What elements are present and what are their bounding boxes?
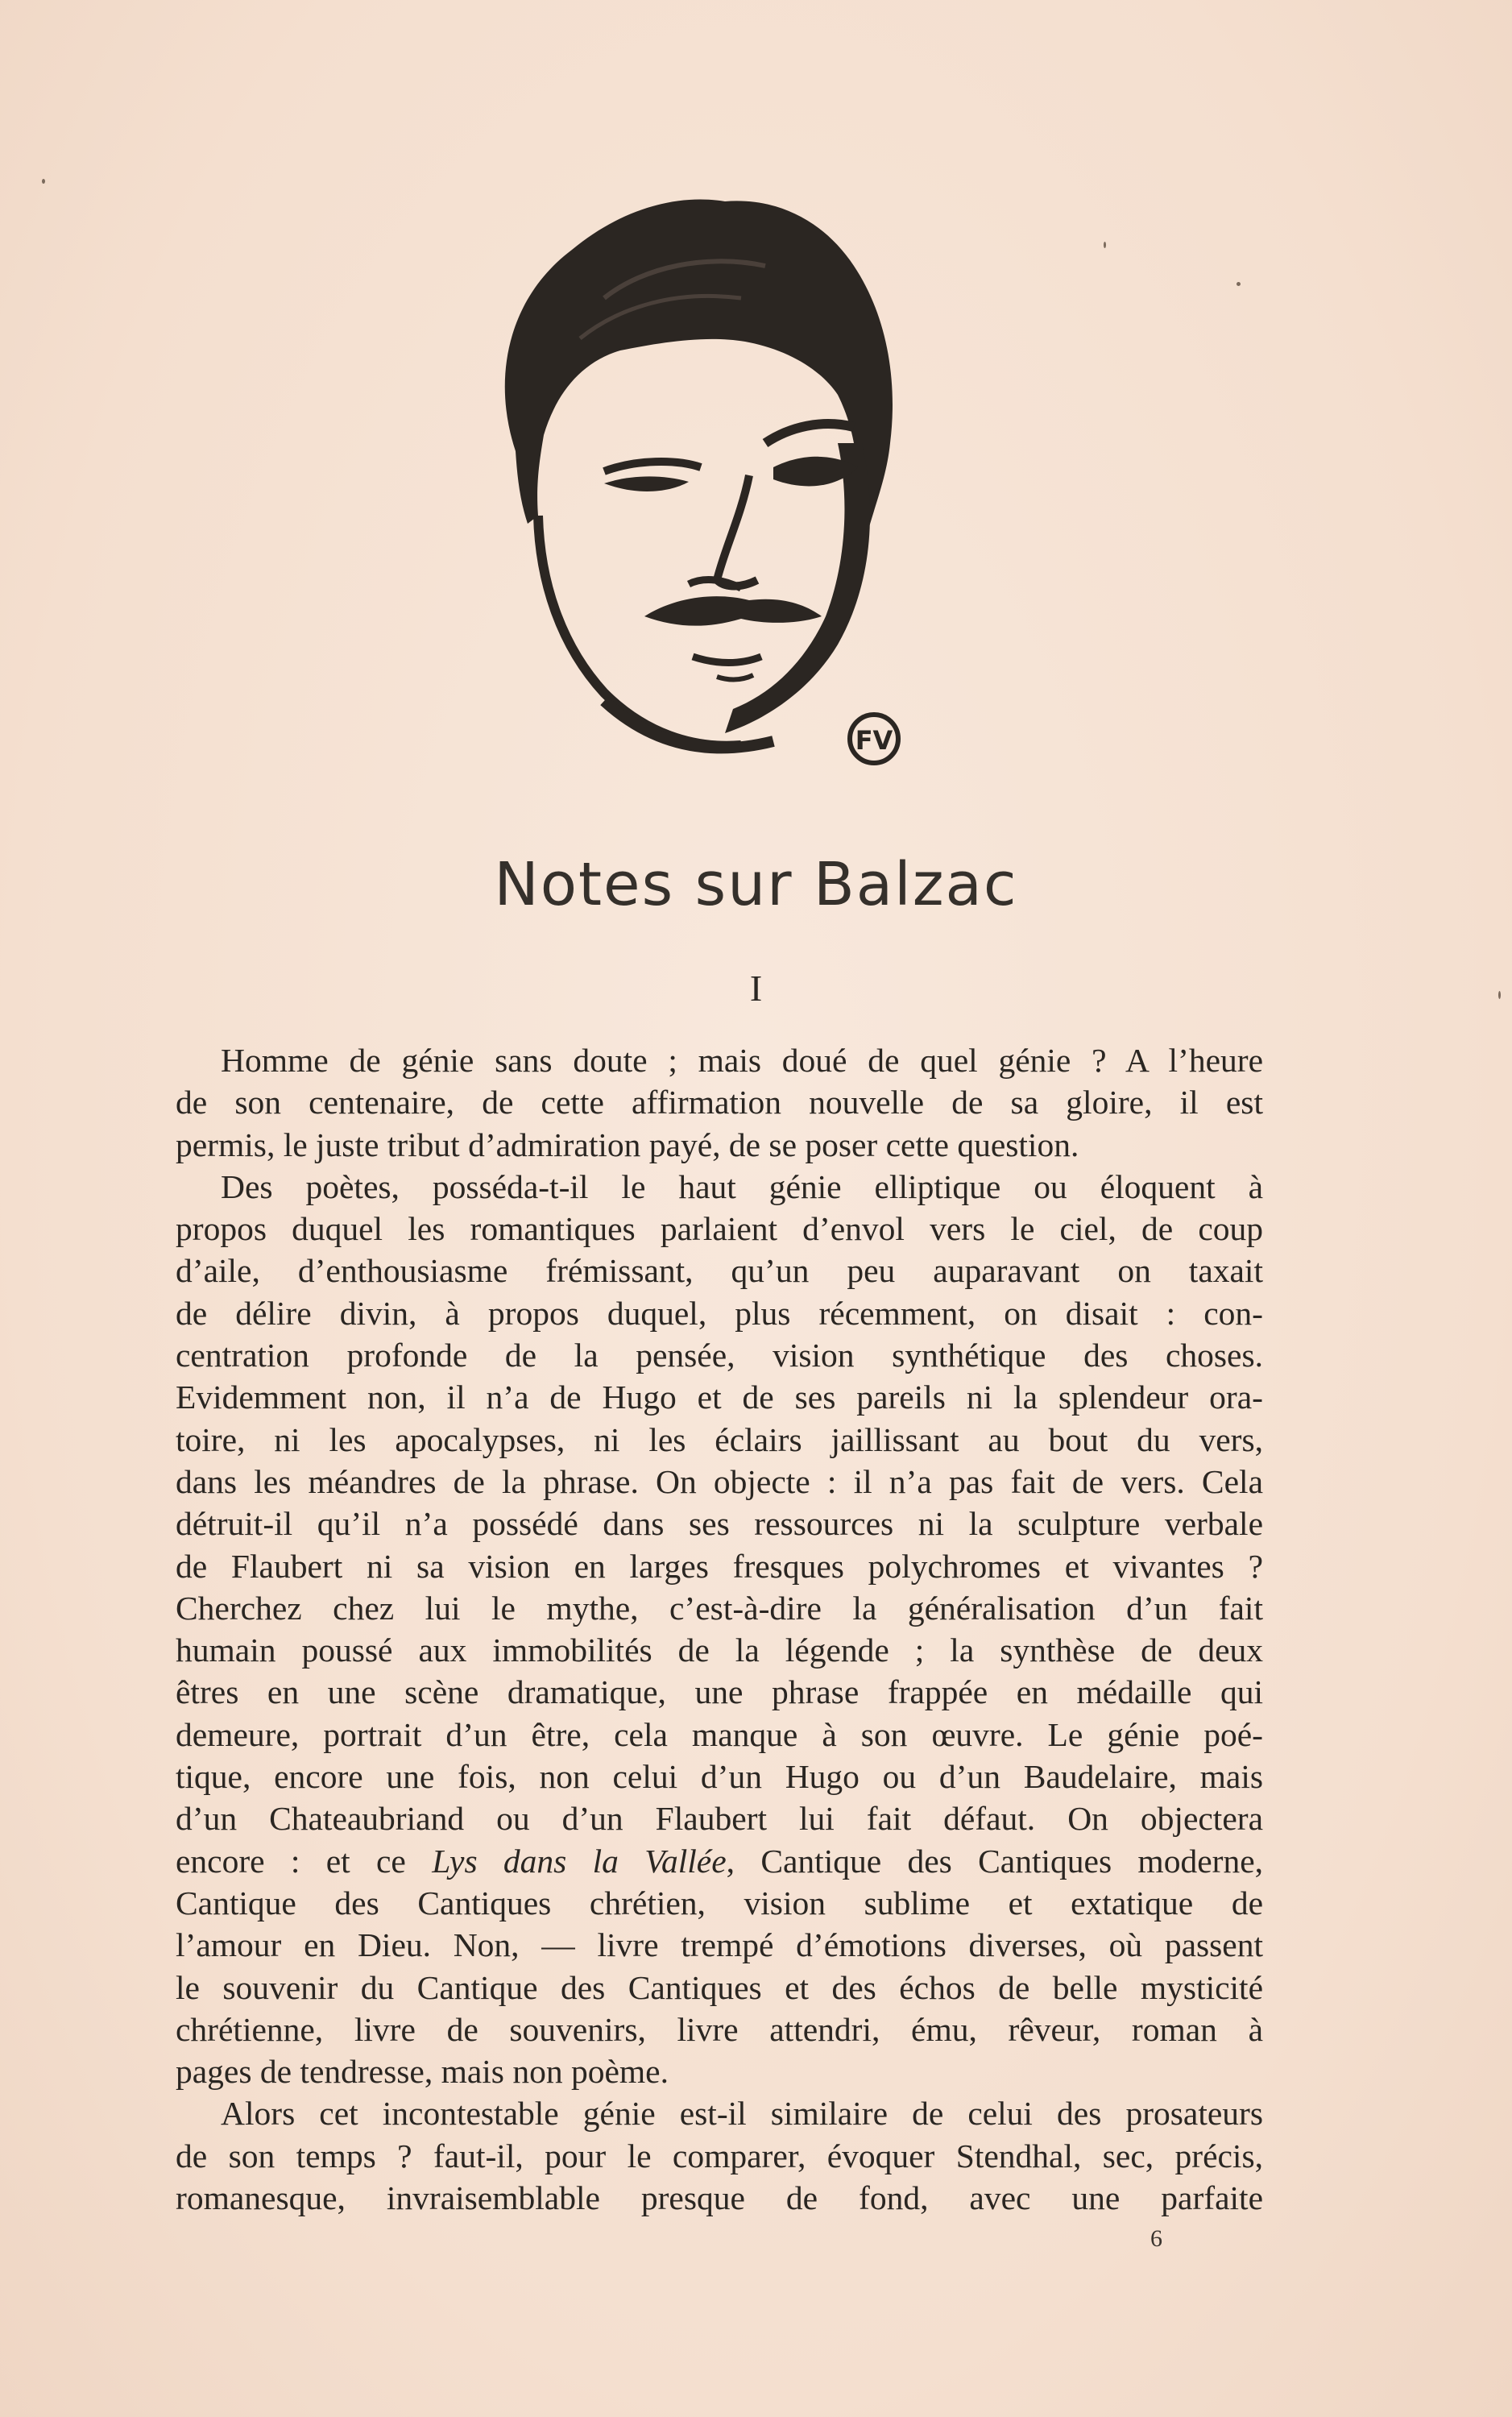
- text-line: êtres en une scène dramatique, une phrase frappée en médaille qui: [176, 1673, 1263, 1711]
- text-line: tique, encore une fois, non celui d’un Hugo ou d’un Baudelaire, mais: [176, 1758, 1263, 1796]
- paper-speck: [42, 179, 45, 184]
- text-line: Homme de génie sans doute ; mais doué de quel génie ? A l’heure: [221, 1042, 1263, 1079]
- text-line: centration profonde de la pensée, vision synthétique des choses.: [176, 1337, 1263, 1374]
- text-line: Cantique des Cantiques chrétien, vision sublime et extatique de: [176, 1884, 1263, 1922]
- text-line: l’amour en Dieu. Non, — livre trempé d’émotions diverses, où passent: [176, 1926, 1263, 1964]
- text-line: Cherchez chez lui le mythe, c’est-à-dire la généralisation d’un fait: [176, 1589, 1263, 1627]
- text-line: Alors cet incontestable génie est-il similaire de celui des prosateurs: [221, 2095, 1263, 2133]
- text-line: humain poussé aux immobilités de la légende ; la synthèse de deux: [176, 1631, 1263, 1669]
- text-line: le souvenir du Cantique des Cantiques et des échos de belle mysticité: [176, 1968, 1263, 2006]
- text-line: de Flaubert ni sa vision en larges fresques polychromes et vivantes ?: [176, 1547, 1263, 1585]
- page-number: 6: [1150, 2225, 1162, 2252]
- text-segment: encore : et ce: [176, 1842, 433, 1880]
- text-line: détruit-il qu’il n’a possédé dans ses ressources ni la sculpture verbale: [176, 1505, 1263, 1543]
- text-line: de son temps ? faut-il, pour le comparer, évoquer Stendhal, sec, précis,: [176, 2137, 1263, 2174]
- book-title: Lys dans la Vallée: [432, 1842, 727, 1880]
- text-line: [176, 1840, 1263, 1882]
- portrait-illustration: [483, 177, 902, 790]
- text-line: romanesque, invraisemblable presque de fond, avec une parfaite: [176, 2179, 1263, 2217]
- text-line: dans les méandres de la phrase. On objecte : il n’a pas fait de vers. Cela: [176, 1462, 1263, 1500]
- text-segment: , Cantique des Cantiques moderne,: [726, 1842, 1263, 1880]
- text-line: de son centenaire, de cette affirmation nouvelle de sa gloire, il est: [176, 1084, 1263, 1121]
- text-line: Evidemment non, il n’a de Hugo et de ses pareils ni la splendeur ora-: [176, 1378, 1263, 1416]
- text-line: toire, ni les apocalypses, ni les éclairs jaillissant au bout du vers,: [176, 1420, 1263, 1458]
- article-body: [176, 1039, 1263, 2219]
- paper-speck: [1498, 991, 1501, 999]
- text-line: demeure, portrait d’un être, cela manque à son œuvre. Le génie poé-: [176, 1715, 1263, 1753]
- text-line: pages de tendresse, mais non poème.: [176, 2053, 669, 2091]
- section-number: I: [749, 968, 763, 1009]
- monogram: FV: [855, 725, 893, 756]
- text-line: propos duquel les romantiques parlaient d’envol vers le ciel, de coup: [176, 1210, 1263, 1248]
- paper-speck: [1104, 242, 1106, 248]
- paper-speck: [1237, 282, 1241, 286]
- text-line: Des poètes, posséda-t-il le haut génie elliptique ou éloquent à: [221, 1167, 1263, 1205]
- text-line: d’aile, d’enthousiasme frémissant, qu’un peu auparavant on taxait: [176, 1252, 1263, 1290]
- text-line: de délire divin, à propos duquel, plus récemment, on disait : con-: [176, 1294, 1263, 1332]
- article-title: Notes sur Balzac: [494, 850, 1018, 919]
- text-line: permis, le juste tribut d’admiration payé, de se poser cette question.: [176, 1126, 1079, 1163]
- text-line: chrétienne, livre de souvenirs, livre attendri, ému, rêveur, roman à: [176, 2010, 1263, 2048]
- text-line: d’un Chateaubriand ou d’un Flaubert lui fait défaut. On objectera: [176, 1800, 1263, 1838]
